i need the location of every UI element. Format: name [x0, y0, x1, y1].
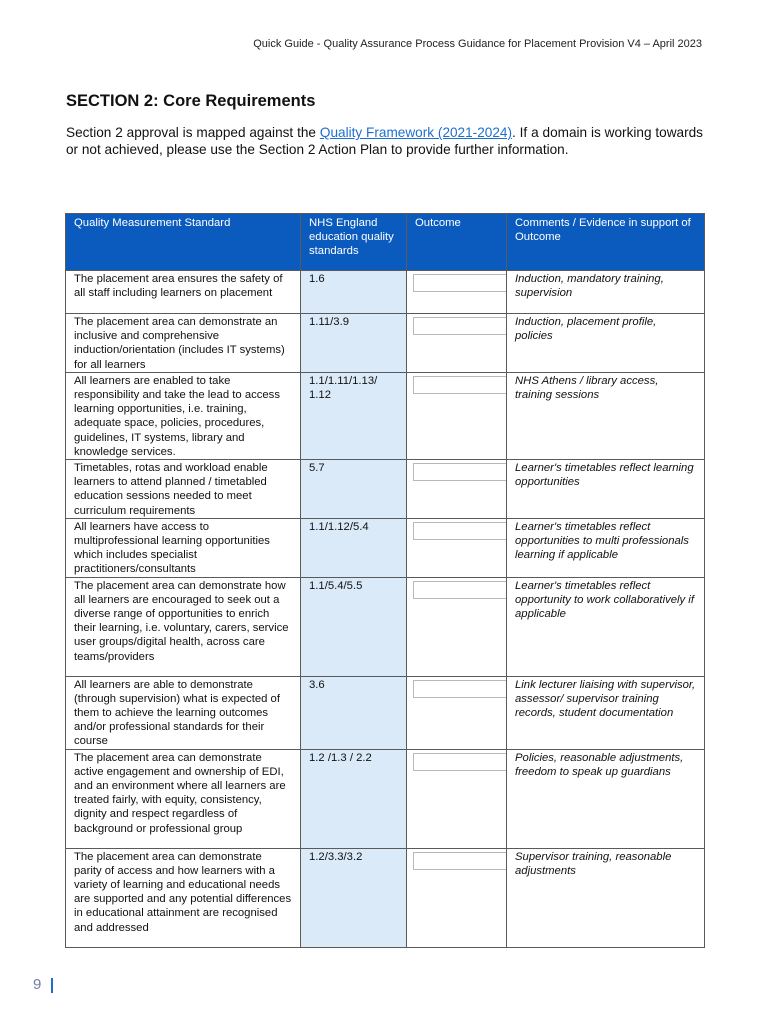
comment-cell: Supervisor training, reasonable adjustments: [507, 848, 705, 947]
outcome-dropdown[interactable]: [413, 522, 507, 540]
table-row: [66, 848, 705, 947]
outcome-cell: [407, 314, 507, 373]
table-header-row: [66, 214, 705, 271]
nhs-standard-cell: 1.1/1.11/1.13/ 1.12: [301, 372, 407, 459]
outcome-dropdown[interactable]: [413, 852, 507, 870]
comment-cell: Policies, reasonable adjustments, freedom to speak up guardians: [507, 749, 705, 848]
outcome-cell: [407, 848, 507, 947]
outcome-cell: [407, 518, 507, 577]
page-number: 9: [33, 976, 42, 993]
comment-cell: Learner's timetables reflect opportunities to multi professionals learning if applicable: [507, 518, 705, 577]
outcome-dropdown[interactable]: [413, 274, 507, 292]
standard-cell: All learners are able to demonstrate (through supervision) what is expected of them to achieve the learning outcomes and/or professional standards for their course: [66, 676, 301, 749]
section-title: SECTION 2: Core Requirements: [66, 92, 316, 110]
page-number-divider: [51, 978, 53, 993]
nhs-standard-cell: 1.1/1.12/5.4: [301, 518, 407, 577]
outcome-dropdown[interactable]: [413, 376, 507, 394]
standard-cell: The placement area can demonstrate an inclusive and comprehensive induction/orientation (includes IT systems) for all learners: [66, 314, 301, 373]
header-comments-evidence: Comments / Evidence in support of Outcome: [507, 214, 705, 271]
outcome-cell: [407, 372, 507, 459]
table-row: [66, 460, 705, 519]
comment-cell: Induction, mandatory training, supervision: [507, 271, 705, 314]
standard-cell: All learners have access to multiprofessional learning opportunities which includes specialist practitioners/consultants: [66, 518, 301, 577]
standard-cell: All learners are enabled to take responsibility and take the lead to access learning opportunities, i.e. training, adequate space, policies, procedures, guidelines, IT systems, library and knowledge services.: [66, 372, 301, 459]
header-nhs-standards: NHS England education quality standards: [301, 214, 407, 271]
standard-cell: The placement area can demonstrate how all learners are encouraged to seek out a diverse range of opportunities to enrich their learning, i.e. voluntary, carers, service user groups/digital health, across care teams/providers: [66, 577, 301, 676]
standard-cell: The placement area can demonstrate active engagement and ownership of EDI, and an environment where all learners are treated fairly, with equity, consistency, dignity and respect regardless of background or professional group: [66, 749, 301, 848]
comment-cell: Learner's timetables reflect learning opportunities: [507, 460, 705, 519]
outcome-dropdown[interactable]: [413, 317, 507, 335]
intro-text-before: Section 2 approval is mapped against the: [66, 125, 320, 140]
comment-cell: Learner's timetables reflect opportunity to work collaboratively if applicable: [507, 577, 705, 676]
standard-cell: The placement area ensures the safety of all staff including learners on placement: [66, 271, 301, 314]
nhs-standard-cell: 1.2 /1.3 / 2.2: [301, 749, 407, 848]
section-intro: [66, 124, 703, 158]
standard-cell: The placement area can demonstrate parity of access and how learners with a variety of learning and educational needs are supported and any potential differences in educational attainment are recognised and addressed: [66, 848, 301, 947]
comment-cell: NHS Athens / library access, training sessions: [507, 372, 705, 459]
table-row: [66, 372, 705, 459]
table-row: [66, 314, 705, 373]
nhs-standard-cell: 1.1/5.4/5.5: [301, 577, 407, 676]
nhs-standard-cell: 1.2/3.3/3.2: [301, 848, 407, 947]
outcome-cell: [407, 577, 507, 676]
nhs-standard-cell: 5.7: [301, 460, 407, 519]
nhs-standard-cell: 3.6: [301, 676, 407, 749]
comment-cell: Induction, placement profile, policies: [507, 314, 705, 373]
header-quality-measurement-standard: Quality Measurement Standard: [66, 214, 301, 271]
header-outcome: Outcome: [407, 214, 507, 271]
table-row: [66, 749, 705, 848]
outcome-cell: [407, 676, 507, 749]
outcome-cell: [407, 460, 507, 519]
quality-framework-link[interactable]: Quality Framework (2021-2024): [319, 125, 512, 140]
intro-text-after: . If a domain is working towards or not achieved, please use the Section 2 Action Plan to provide further information.: [66, 125, 703, 157]
outcome-dropdown[interactable]: [413, 753, 507, 771]
outcome-cell: [407, 749, 507, 848]
outcome-dropdown[interactable]: [413, 680, 507, 698]
table-row: [66, 518, 705, 577]
core-requirements-table: [65, 213, 705, 948]
comment-cell: Link lecturer liaising with supervisor, assessor/ supervisor training records, student documentation: [507, 676, 705, 749]
table-row: [66, 271, 705, 314]
table-row: [66, 577, 705, 676]
running-header: Quick Guide - Quality Assurance Process Guidance for Placement Provision V4 – April 2023: [253, 38, 702, 50]
outcome-cell: [407, 271, 507, 314]
standard-cell: Timetables, rotas and workload enable learners to attend planned / timetabled education sessions needed to meet curriculum requirements: [66, 460, 301, 519]
outcome-dropdown[interactable]: [413, 463, 507, 481]
nhs-standard-cell: 1.6: [301, 271, 407, 314]
nhs-standard-cell: 1.11/3.9: [301, 314, 407, 373]
outcome-dropdown[interactable]: [413, 581, 507, 599]
table-row: [66, 676, 705, 749]
